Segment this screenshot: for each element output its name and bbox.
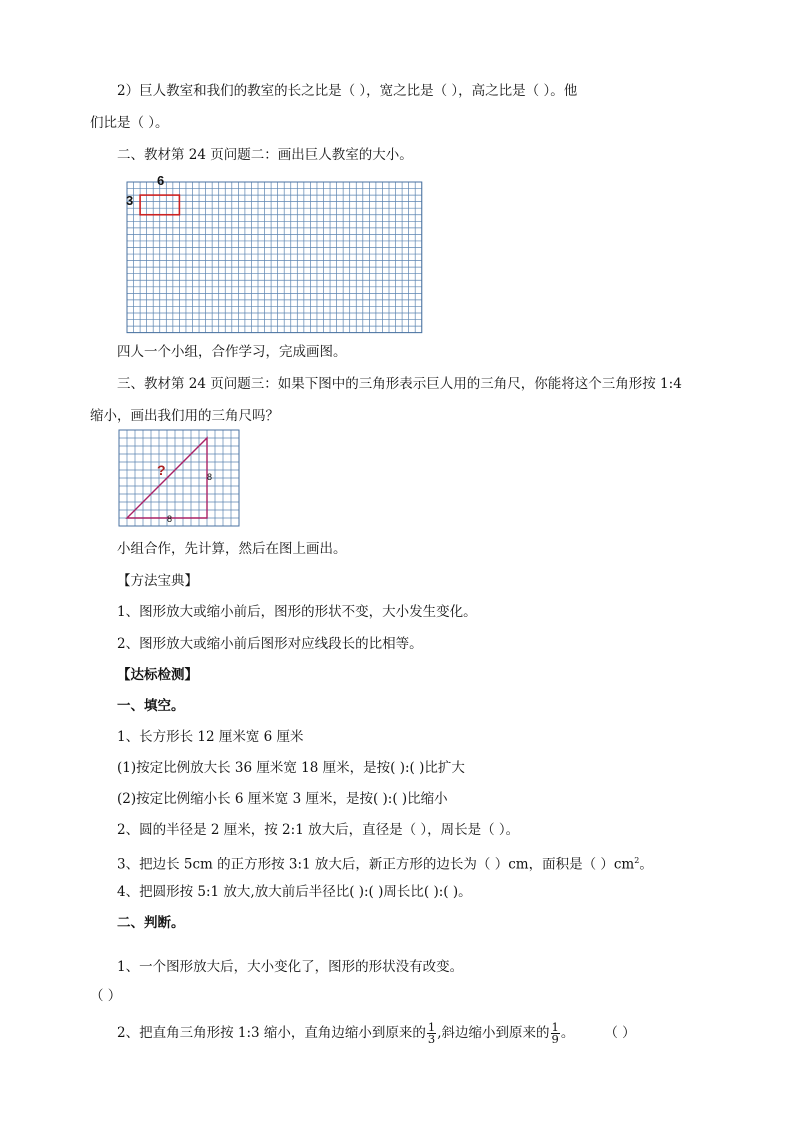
grid-label-left: 3 <box>126 193 134 208</box>
judge-q2-part3: 。 <box>560 1025 575 1041</box>
triangle-grid-figure <box>116 428 246 528</box>
judge-q2-paren: （ ） <box>604 1025 636 1041</box>
triangle-side-right-label: 8 <box>207 472 213 482</box>
fraction-denominator: 9 <box>551 1032 559 1046</box>
judge-q1-paren: （ ） <box>90 988 122 1004</box>
section3-heading-line1: 三、教材第 24 页问题三：如果下图中的三角形表示巨人用的三角尺，你能将这个三角形按 1:4 <box>117 376 682 392</box>
fraction-denominator: 3 <box>427 1032 436 1046</box>
fill-q3 <box>117 852 653 874</box>
classroom-grid-figure <box>120 170 430 340</box>
triangle-side-bottom-label: 8 <box>167 514 173 524</box>
section3-note: 小组合作，先计算，然后在图上画出。 <box>117 541 347 557</box>
classroom-grid <box>120 170 430 340</box>
fill-q4: 4、把圆形按 5:1 放大,放大前后半径比( ):( )周长比( ):( )。 <box>117 884 472 900</box>
section2-note: 四人一个小组，合作学习，完成画图。 <box>117 344 347 360</box>
fraction-one-ninth <box>551 1022 560 1045</box>
grid-label-top: 6 <box>157 173 165 188</box>
method-item1: 1、图形放大或缩小前后，图形的形状不变，大小发生变化。 <box>117 604 477 620</box>
section3-heading-line2: 缩小，画出我们用的三角尺吗？ <box>90 408 279 424</box>
fill-q3-text: 3、把边长 5cm 的正方形按 3:1 放大后，新正方形的边长为（ ）cm，面积是（ ）cm <box>117 856 635 873</box>
fraction-one-third <box>427 1022 436 1045</box>
method-title: 【方法宝典】 <box>117 573 198 589</box>
triangle-question-mark: ? <box>157 462 166 478</box>
section2-heading: 二、教材第 24 页问题二：画出巨人教室的大小。 <box>117 147 413 163</box>
judge-q2 <box>117 1022 636 1045</box>
test-title: 【达标检测】 <box>117 667 198 683</box>
q2-line1: 2）巨人教室和我们的教室的长之比是（ ），宽之比是（ ），高之比是（ ）。他 <box>117 83 578 99</box>
judge-q1: 1、一个图形放大后，大小变化了，图形的形状没有改变。 <box>117 959 464 975</box>
fraction-numerator: 1 <box>551 1020 559 1034</box>
fill-q1: 1、长方形长 12 厘米宽 6 厘米 <box>117 729 304 745</box>
fill-q3-sup: 2 <box>634 856 640 865</box>
fill-q2: 2、圆的半径是 2 厘米，按 2:1 放大后，直径是（ ），周长是（ ）。 <box>117 822 520 838</box>
judge-heading: 二、判断。 <box>117 915 185 931</box>
fill-q3-end: 。 <box>639 856 653 873</box>
fill-q1a: (1)按定比例放大长 36 厘米宽 18 厘米，是按( ):( )比扩大 <box>117 760 465 776</box>
grid-border <box>127 182 422 333</box>
fraction-numerator: 1 <box>427 1020 436 1034</box>
fill-heading: 一、填空。 <box>117 698 185 714</box>
judge-q2-part1: 2、把直角三角形按 1:3 缩小，直角边缩小到原来的 <box>117 1025 426 1041</box>
triangle-grid <box>116 428 246 528</box>
fill-q1b: (2)按定比例缩小长 6 厘米宽 3 厘米，是按( ):( )比缩小 <box>117 791 448 807</box>
judge-q2-part2: ,斜边缩小到原来的 <box>437 1025 550 1041</box>
q2-line2: 们比是（ ）。 <box>90 115 169 131</box>
method-item2: 2、图形放大或缩小前后图形对应线段长的比相等。 <box>117 636 423 652</box>
